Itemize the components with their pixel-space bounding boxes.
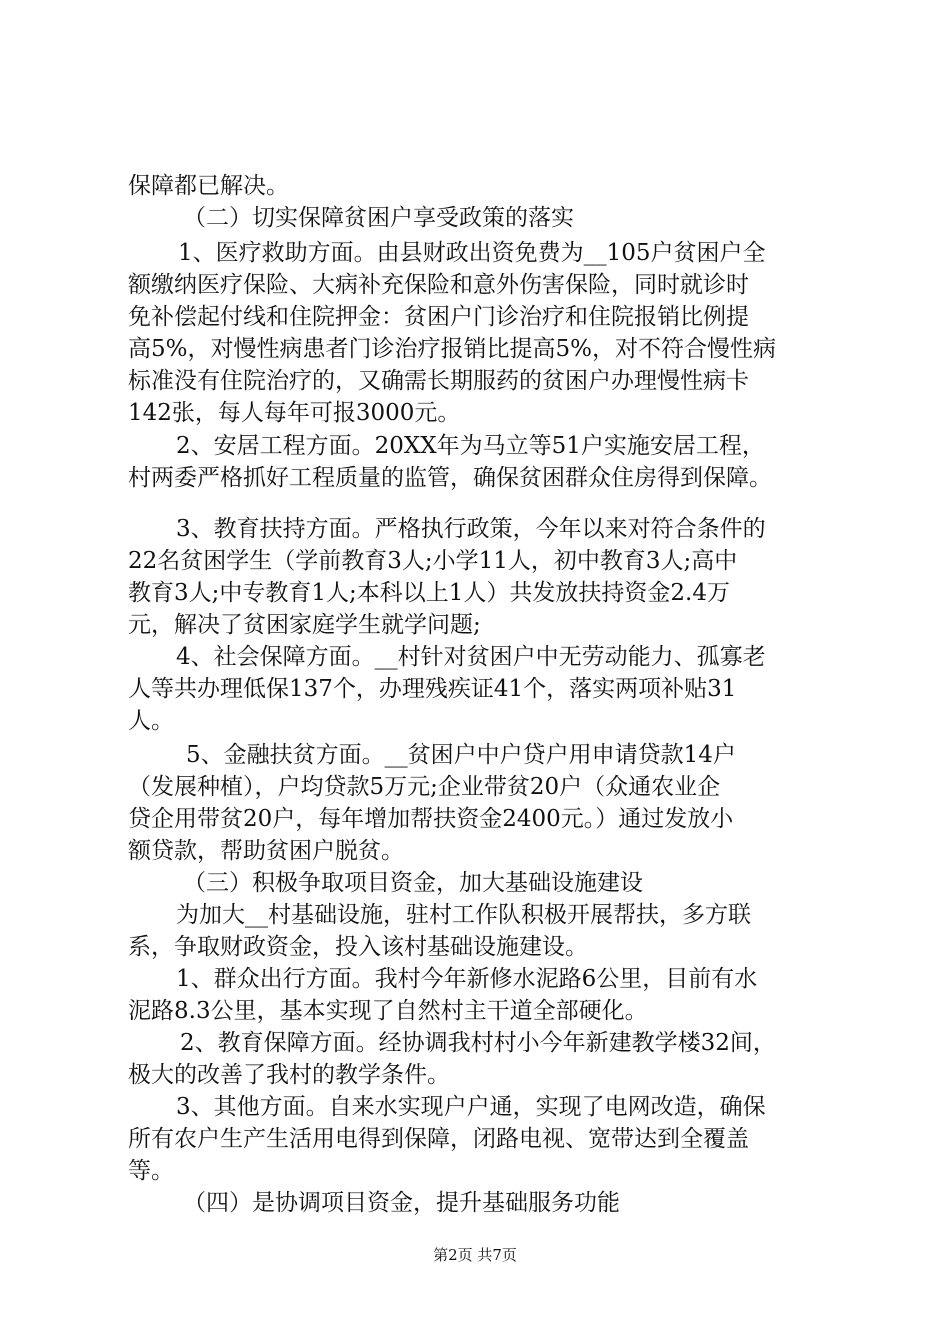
text-line: 额缴纳医疗保险、大病补充保险和意外伤害保险，同时就诊时: [128, 272, 749, 298]
section-heading-2: （二）切实保障贫困户享受政策的落实: [183, 205, 574, 231]
text-line: 3、教育扶持方面。严格执行政策，今年以来对符合条件的: [176, 516, 766, 542]
text-line: 4、社会保障方面。__村针对贫困户中无劳动能力、孤寡老: [176, 644, 766, 670]
text-line: 人等共办理低保137个，办理残疾证41个，落实两项补贴31: [128, 676, 737, 702]
text-line: 5、金融扶贫方面。__贫困户中户贷户用申请贷款14户: [186, 742, 736, 768]
text-line: 1、医疗救助方面。由县财政出资免费为__105户贫困户全: [178, 240, 766, 266]
text-line: 贷企用带贫20户，每年增加帮扶资金2400元。）通过发放小: [128, 806, 734, 832]
text-line: 教育3人;中专教育1人;本科以上1人）共发放扶持资金2.4万: [128, 580, 730, 606]
text-line: 等。: [128, 1158, 174, 1184]
text-line: 标准没有住院治疗的，又确需长期服药的贫困户办理慢性病卡: [128, 368, 749, 394]
text-line: 额贷款，帮助贫困户脱贫。: [128, 838, 404, 864]
text-line: 村两委严格抓好工程质量的监管，确保贫困群众住房得到保障。: [128, 465, 772, 491]
text-line: 泥路8.3公里，基本实现了自然村主干道全部硬化。: [128, 998, 648, 1024]
text-line: 2、安居工程方面。20XX年为马立等51户实施安居工程，: [176, 433, 765, 459]
text-line: 1、群众出行方面。我村今年新修水泥路6公里，目前有水: [176, 966, 758, 992]
text-line: 元，解决了贫困家庭学生就学问题;: [128, 612, 481, 638]
section-heading-3: （三）积极争取项目资金，加大基础设施建设: [183, 870, 643, 896]
text-line: （发展种植），户均贷款5万元;企业带贫20户（众通农业企: [128, 774, 721, 800]
text-line: 所有农户生产生活用电得到保障，闭路电视、宽带达到全覆盖: [128, 1126, 749, 1152]
page-footer: 第2页 共7页: [433, 1246, 517, 1264]
text-line: 22名贫困学生（学前教育3人;小学11人，初中教育3人;高中: [128, 548, 738, 574]
text-line: 人。: [128, 708, 174, 734]
text-line: 为加大__村基础设施，驻村工作队积极开展帮扶，多方联: [176, 902, 751, 928]
text-line: 免补偿起付线和住院押金：贫困户门诊治疗和住院报销比例提: [128, 304, 749, 330]
text-line: 2、教育保障方面。经协调我村村小今年新建教学楼32间，: [180, 1030, 776, 1056]
text-line: 3、其他方面。自来水实现户户通，实现了电网改造，确保: [176, 1094, 766, 1120]
text-line: 极大的改善了我村的教学条件。: [128, 1062, 450, 1088]
text-line: 保障都已解决。: [128, 173, 289, 199]
text-line: 142张，每人每年可报3000元。: [128, 400, 461, 426]
section-heading-4: （四）是协调项目资金，提升基础服务功能: [183, 1190, 620, 1216]
text-line: 系，争取财政资金，投入该村基础设施建设。: [128, 934, 588, 960]
text-line: 高5%，对慢性病患者门诊治疗报销比提高5%，对不符合慢性病: [128, 336, 776, 362]
